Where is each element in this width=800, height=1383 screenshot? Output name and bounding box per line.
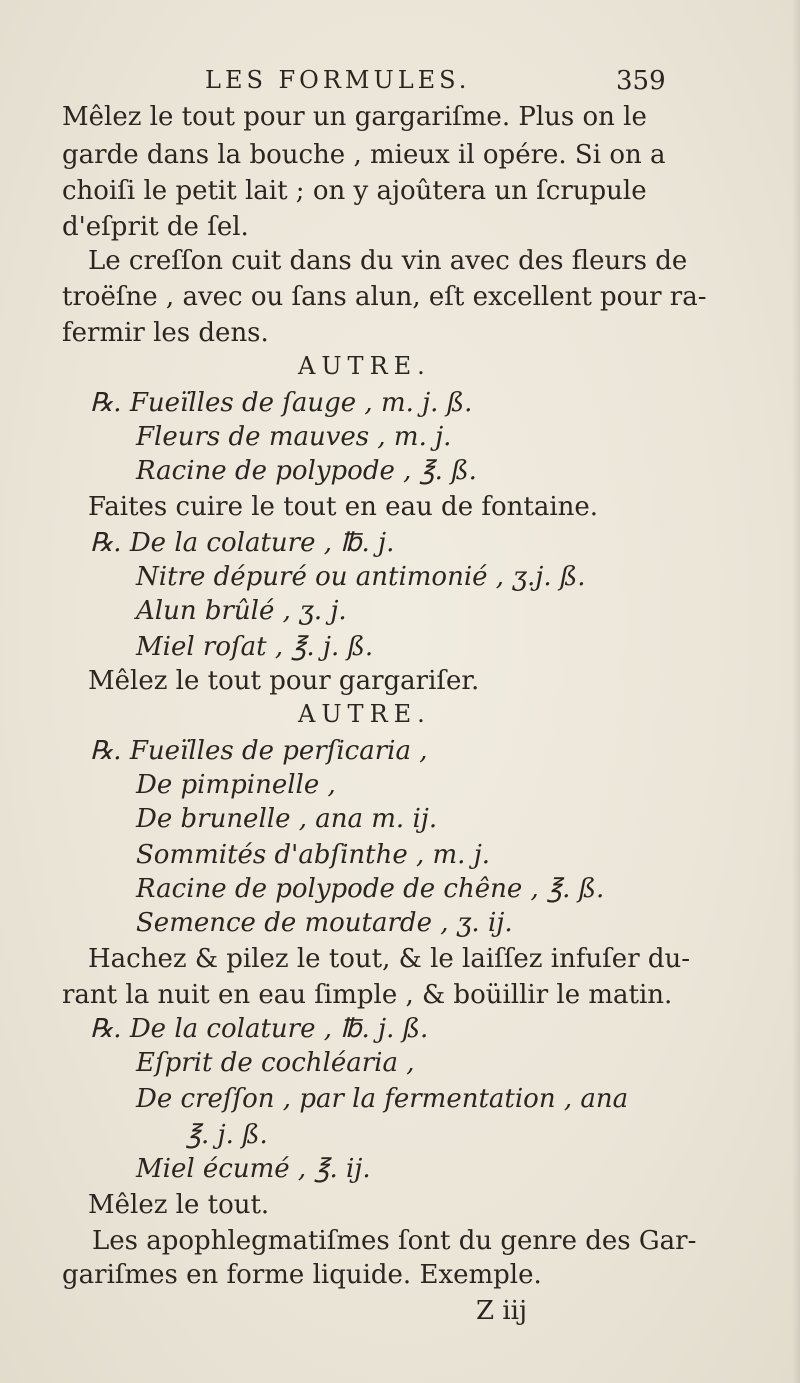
text-line: Mêlez le tout pour un gargariſme. Plus on le bbox=[62, 102, 647, 132]
recipe-line: ℞. De la colature , ℔. j. ß. bbox=[90, 1014, 429, 1044]
text-line: garde dans la bouche , mieux il opére. Si on a bbox=[62, 140, 666, 170]
recipe-line: Sommités d'abſinthe , m. j. bbox=[136, 840, 491, 870]
text-line: Faites cuire le tout en eau de fontaine. bbox=[88, 492, 599, 522]
recipe-line: Racine de polypode de chêne , ℥. ß. bbox=[136, 874, 605, 904]
recipe-line: De brunelle , ana m. ij. bbox=[136, 804, 438, 834]
recipe-line: De creſſon , par la fermentation , ana bbox=[136, 1084, 629, 1114]
recipe-line: De pimpinelle , bbox=[136, 770, 336, 800]
text-line: rant la nuit en eau ſimple , & boüillir le matin. bbox=[62, 980, 673, 1010]
recipe-line: ℞. Fueïlles de ſauge , m. j. ß. bbox=[90, 388, 473, 418]
text-line: Hachez & pilez le tout, & le laiſſez infuſer du- bbox=[88, 944, 691, 974]
text-line: gariſmes en forme liquide. Exemple. bbox=[62, 1260, 542, 1290]
text-line: Mêlez le tout pour gargariſer. bbox=[88, 666, 480, 696]
text-line: d'eſprit de ſel. bbox=[62, 212, 249, 242]
text-line: Le creſſon cuit dans du vin avec des fleurs de bbox=[88, 246, 688, 276]
text-line: Mêlez le tout. bbox=[88, 1190, 270, 1220]
running-title: LES FORMULES. bbox=[205, 66, 471, 94]
recipe-line: ℞. Fueïlles de perſicaria , bbox=[90, 736, 428, 766]
page-number: 359 bbox=[616, 66, 666, 96]
signature-mark: Z iij bbox=[476, 1296, 528, 1326]
section-heading: AUTRE. bbox=[298, 352, 431, 380]
recipe-line: ℥. j. ß. bbox=[186, 1120, 268, 1150]
recipe-line: Miel roſat , ℥. j. ß. bbox=[136, 632, 374, 662]
recipe-line: Eſprit de cochléaria , bbox=[136, 1048, 415, 1078]
section-heading: AUTRE. bbox=[298, 700, 431, 728]
recipe-line: Nitre dépuré ou antimonié , ʒ.j. ß. bbox=[136, 562, 586, 592]
recipe-line: Fleurs de mauves , m. j. bbox=[136, 422, 452, 452]
recipe-line: Miel écumé , ℥. ij. bbox=[136, 1154, 371, 1184]
text-line: choiſi le petit lait ; on y ajoûtera un ſcrupule bbox=[62, 176, 647, 206]
recipe-line: ℞. De la colature , ℔. j. bbox=[90, 528, 395, 558]
recipe-line: Semence de moutarde , ʒ. ij. bbox=[136, 908, 513, 938]
text-line: troëſne , avec ou ſans alun, eſt excellent pour ra- bbox=[62, 282, 707, 312]
text-line: Les apophlegmatiſmes ſont du genre des Gar- bbox=[92, 1226, 697, 1256]
text-line: fermir les dens. bbox=[62, 318, 269, 348]
recipe-line: Racine de polypode , ℥. ß. bbox=[136, 456, 477, 486]
recipe-line: Alun brûlé , ʒ. j. bbox=[136, 596, 347, 626]
